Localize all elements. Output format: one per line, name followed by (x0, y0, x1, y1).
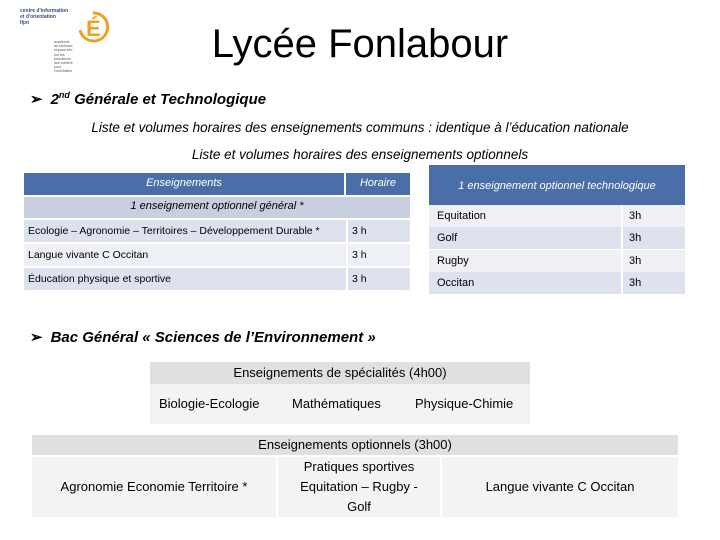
page-title: Lycée Fonlabour (211, 22, 509, 66)
table-cell-hours: 3h (623, 272, 685, 294)
logo-subtext: académie de toulouse espace info sur les formations des métiers pour l'orientation (54, 40, 73, 74)
table-cell-hours: 3 h (348, 268, 410, 290)
table-row (24, 220, 410, 242)
optional-sports-line: Equitation – Rugby - (300, 479, 418, 494)
optional-cell-agronomy: Agronomie Economie Territoire * (32, 457, 276, 517)
table-header-horaire: Horaire (346, 173, 410, 195)
table-header-enseignements: Enseignements (24, 173, 344, 195)
specialty-item: Mathématiques (292, 396, 381, 411)
table-row (24, 244, 410, 266)
table-row (429, 227, 685, 249)
section-bullet-bac (30, 328, 376, 346)
optional-courses-header: Enseignements optionnels (3h00) (32, 435, 678, 455)
table-cell-hours: 3h (623, 227, 685, 249)
table-cell-course: Occitan (429, 272, 621, 294)
optional-sports-line: Golf (347, 499, 371, 514)
table-cell-course: Golf (429, 227, 621, 249)
logo-text-line: lfpn (20, 20, 30, 26)
table-cell-course: Equitation (429, 205, 621, 227)
table-cell-hours: 3 h (348, 220, 410, 242)
table-cell-hours: 3h (623, 250, 685, 272)
bullet-prefix: 2 (50, 91, 59, 108)
bullet-superscript: nd (58, 90, 70, 100)
optional-sports-line: Pratiques sportives (303, 459, 415, 474)
table-cell-hours: 3h (623, 205, 685, 227)
specialty-item: Biologie-Ecologie (159, 396, 260, 411)
bullet-text: Bac Général « Sciences de l’Environnement » (50, 329, 376, 346)
optional-cell-sports (278, 457, 440, 517)
table-cell-hours: 3 h (348, 244, 410, 266)
table-cell-course: Rugby (429, 250, 621, 272)
arrow-bullet-icon: ➢ (30, 329, 43, 346)
common-courses-line: Liste et volumes horaires des enseignements communs : identique à l’éducation nationale (91, 120, 629, 135)
table-cell-course: Ecologie – Agronomie – Territoires – Développement Durable * (24, 220, 346, 242)
table-row (429, 272, 685, 294)
arrow-bullet-icon: ➢ (30, 91, 43, 108)
table-cell-course: Éducation physique et sportive (24, 268, 346, 290)
specialties-header: Enseignements de spécialités (4h00) (150, 362, 530, 384)
tech-options-header: 1 enseignement optionnel technologique (429, 165, 685, 205)
optional-courses-line: Liste et volumes horaires des enseignements optionnels (191, 147, 529, 162)
optional-cell-language: Langue vivante C Occitan (442, 457, 678, 517)
bullet-text: Générale et Technologique (69, 91, 267, 108)
specialty-item: Physique-Chimie (415, 396, 514, 411)
table-row (24, 268, 410, 290)
logo-e-letter: É (86, 16, 101, 41)
logo-text-line: et d'orientation (20, 14, 56, 20)
table-cell-course: Langue vivante C Occitan (24, 244, 346, 266)
table-subheader: 1 enseignement optionnel général * (24, 197, 410, 218)
section-bullet-seconde (30, 90, 266, 108)
table-row (429, 250, 685, 272)
table-row (429, 205, 685, 227)
logo-text-line: centre d'information (20, 8, 69, 14)
